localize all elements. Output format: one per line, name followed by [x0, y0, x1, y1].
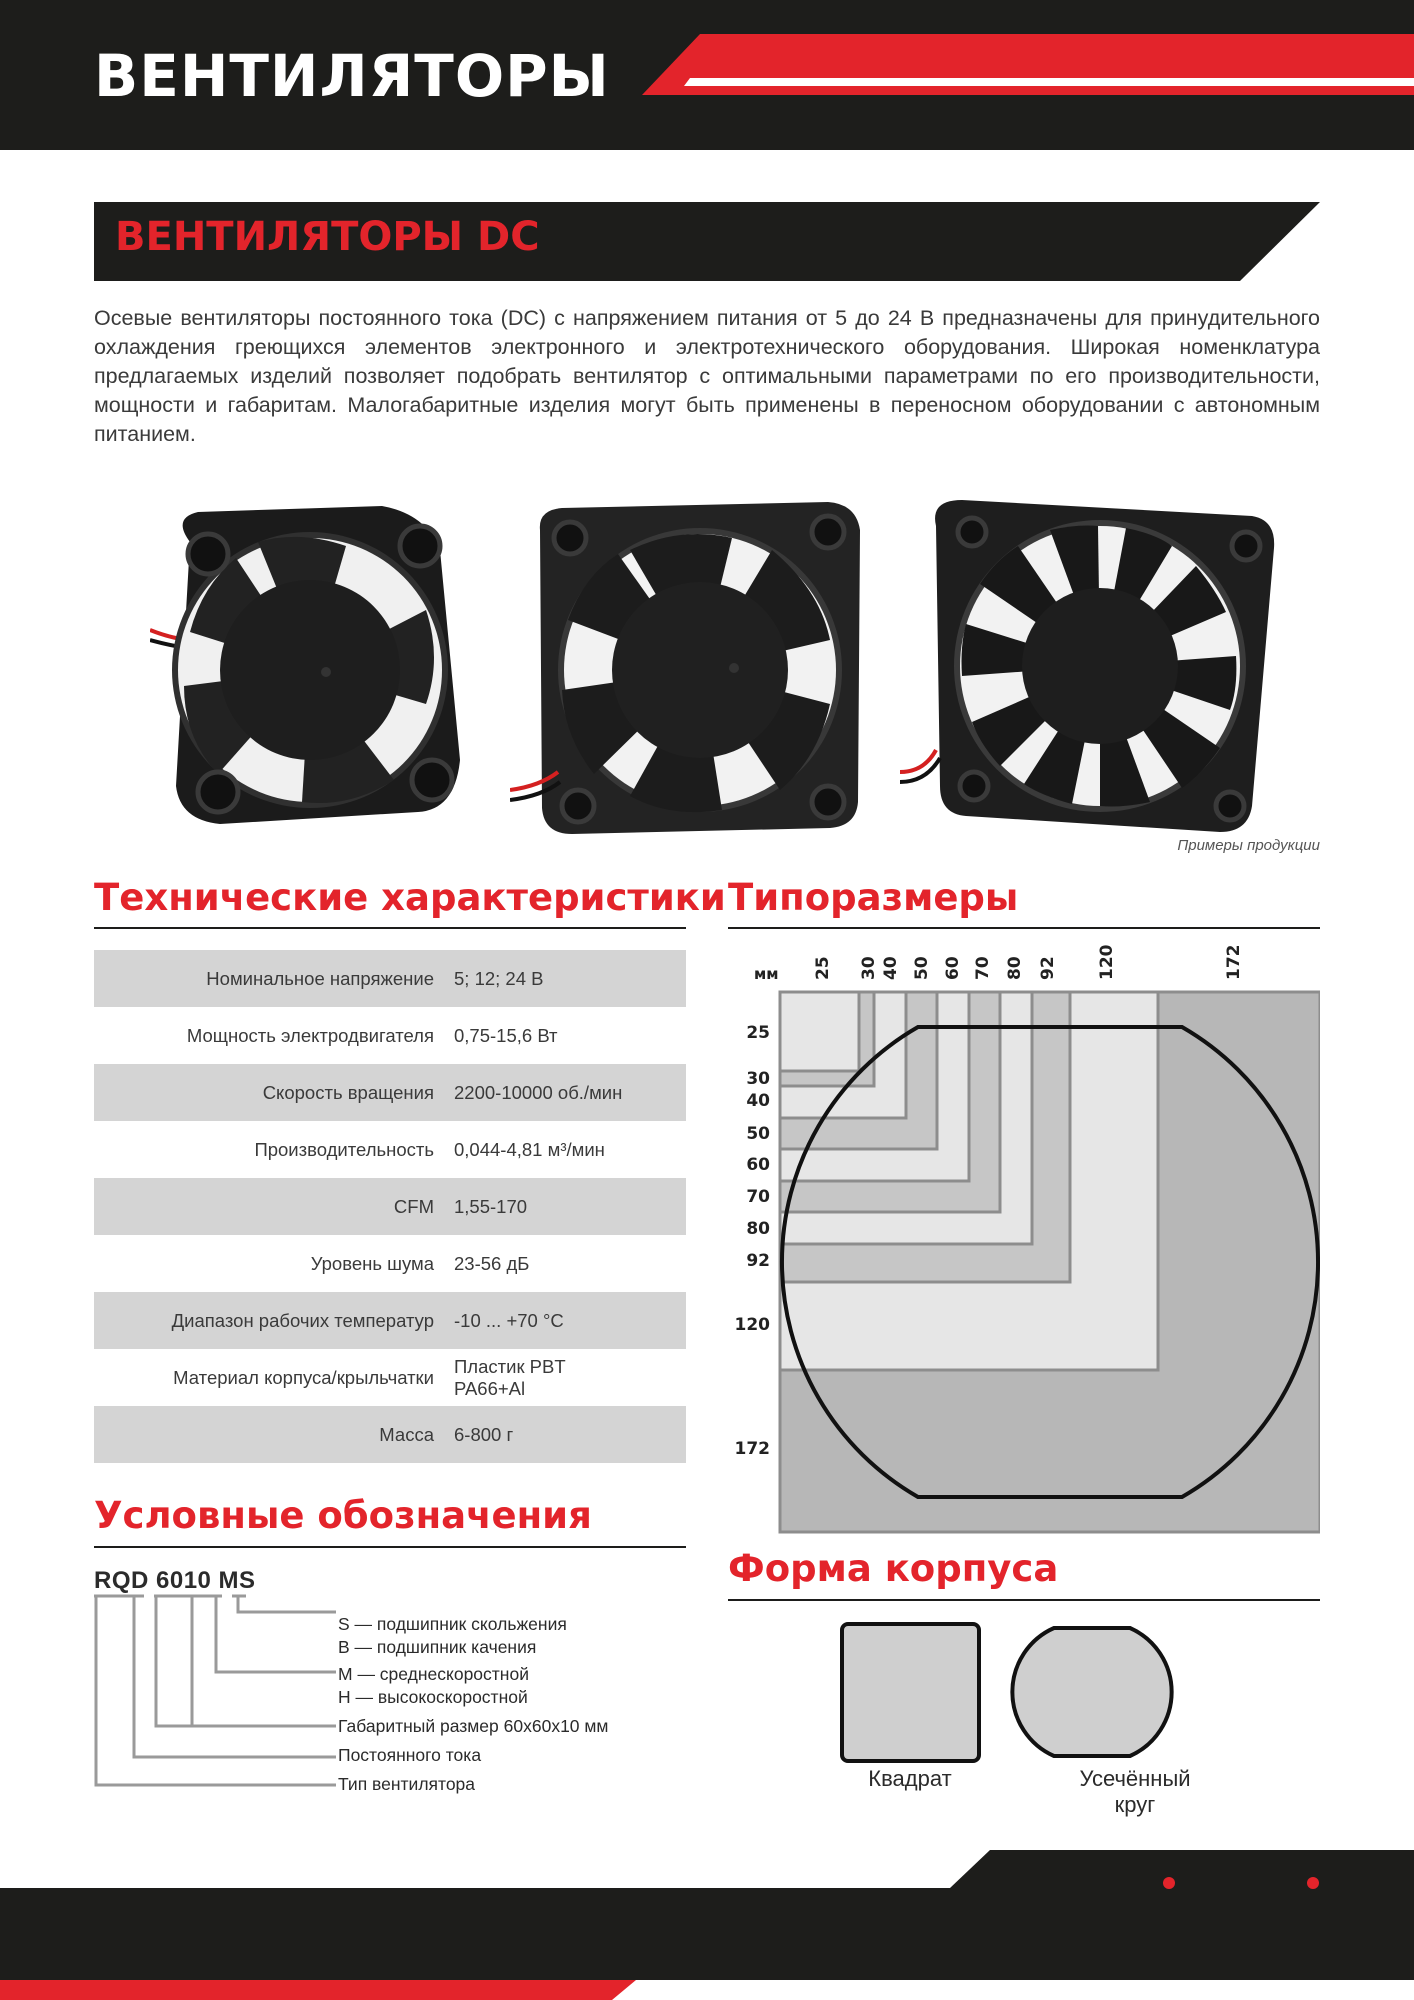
spec-row	[94, 1292, 686, 1349]
spec-row	[94, 1178, 686, 1235]
size-side-label: 92	[746, 1251, 770, 1271]
size-top-label: 92	[1038, 956, 1058, 980]
footer-band	[0, 1850, 1414, 2000]
spec-label: Масса	[94, 1406, 450, 1463]
spec-value	[450, 1349, 686, 1406]
truncated-circle-label	[1040, 1766, 1230, 1818]
spec-row	[94, 1064, 686, 1121]
designation-leader-lines	[94, 1592, 344, 1792]
size-top-label: 80	[1005, 956, 1025, 980]
size-top-label: 60	[943, 956, 963, 980]
legend-line-m: M — среднескоростной	[338, 1664, 529, 1684]
photo-caption: Примеры продукции	[1177, 837, 1320, 854]
legend-line-dc: Постоянного тока	[338, 1745, 482, 1765]
size-top-label: 50	[912, 956, 932, 980]
spec-value: -10 ... +70 °C	[450, 1292, 686, 1349]
specs-title: Технические характеристики	[94, 876, 726, 919]
size-top-label: 70	[973, 956, 993, 980]
spec-row	[94, 1007, 686, 1064]
spec-row	[94, 1406, 686, 1463]
size-side-label: 70	[746, 1187, 770, 1207]
square-shape	[842, 1624, 979, 1761]
case-shapes	[830, 1614, 1230, 1774]
legend-line-b: B — подшипник качения	[338, 1637, 537, 1657]
legend-line-size: Габаритный размер 60х60х10 мм	[338, 1716, 609, 1736]
spec-value: 0,044-4,81 м³/мин	[454, 1138, 605, 1160]
size-top-label: 120	[1097, 944, 1117, 980]
page-title: ВЕНТИЛЯТОРЫ	[94, 42, 610, 110]
spec-value-line: Пластик PBT	[454, 1355, 566, 1377]
fan-photo-2	[510, 490, 870, 840]
sizes-unit: мм	[754, 965, 779, 983]
size-side-label: 30	[746, 1069, 770, 1089]
size-side-label: 120	[734, 1315, 770, 1335]
shapes-title: Форма корпуса	[728, 1547, 1059, 1590]
size-top-label: 172	[1224, 944, 1244, 980]
legend-line-type: Тип вентилятора	[338, 1774, 476, 1794]
spec-row	[94, 1235, 686, 1292]
spec-value: 6-800 г	[450, 1406, 686, 1463]
legend-line-h: H — высокоскоростной	[338, 1687, 528, 1707]
specs-table	[94, 950, 686, 1463]
size-side-label: 172	[734, 1439, 770, 1459]
sizes-title-rule	[728, 927, 1320, 929]
spec-row	[94, 1349, 686, 1406]
spec-value: 23-56 дБ	[454, 1252, 530, 1274]
size-top-label: 40	[881, 956, 901, 980]
spec-label: Уровень шума	[310, 1252, 434, 1274]
spec-value: 0,75-15,6 Вт	[454, 1024, 558, 1046]
spec-label: Мощность электродвигателя	[186, 1024, 434, 1046]
spec-label: Материал корпуса/крыльчатки	[173, 1366, 434, 1388]
size-top-label: 30	[859, 956, 879, 980]
size-side-label: 40	[746, 1091, 770, 1111]
size-top-label: 25	[813, 956, 833, 980]
shapes-title-rule	[728, 1599, 1320, 1601]
truncated-circle-label-line: круг	[1114, 1792, 1156, 1817]
spec-value: 2200-10000 об./мин	[450, 1064, 686, 1121]
designation-code: RQD 6010 MS	[94, 1567, 256, 1594]
intro-paragraph: Осевые вентиляторы постоянного тока (DC) с напряжением питания от 5 до 24 В предназначены для принудительного охлаждения греющихся элементов электронного и электротехнического оборудования. Широкая номенклатура предлагаемых изделий позволяет подобрать вентилятор с оптимальными параметрами по его производительности, мощности и габаритам. Малогабаритные изделия могут быть применены в переносном оборудовании с автономным питанием.	[94, 306, 1320, 446]
size-side-label: 80	[746, 1219, 770, 1239]
sizes-diagram	[728, 930, 1320, 1540]
spec-label: Номинальное напряжение	[94, 950, 450, 1007]
spec-label: CFM	[94, 1178, 450, 1235]
spec-label: Диапазон рабочих температур	[94, 1292, 450, 1349]
truncated-circle-shape	[1012, 1628, 1171, 1756]
spec-label: Скорость вращения	[94, 1064, 450, 1121]
size-side-label: 50	[746, 1124, 770, 1144]
spec-value: 1,55-170	[450, 1178, 686, 1235]
section-title: ВЕНТИЛЯТОРЫ DC	[115, 214, 540, 260]
legend-title: Условные обозначения	[94, 1494, 592, 1537]
size-side-label: 25	[746, 1023, 770, 1043]
sizes-title: Типоразмеры	[728, 876, 1019, 919]
fan-photo-3	[900, 486, 1280, 846]
truncated-circle-label-line: Усечённый	[1079, 1766, 1191, 1791]
spec-value-line: PA66+Al	[454, 1377, 526, 1399]
spec-row	[94, 1121, 686, 1178]
fan-photo-1	[150, 490, 480, 840]
square-label: Квадрат	[868, 1766, 952, 1791]
legend-title-rule	[94, 1546, 686, 1548]
footer-dot	[1307, 1877, 1319, 1889]
size-square-25	[780, 992, 859, 1071]
spec-row	[94, 950, 686, 1007]
footer-dot	[1163, 1877, 1175, 1889]
size-side-label: 60	[746, 1155, 770, 1175]
spec-label: Производительность	[254, 1138, 434, 1160]
spec-value: 5; 12; 24 В	[450, 950, 686, 1007]
legend-line-s: S — подшипник скольжения	[338, 1614, 567, 1634]
specs-title-rule	[94, 927, 686, 929]
